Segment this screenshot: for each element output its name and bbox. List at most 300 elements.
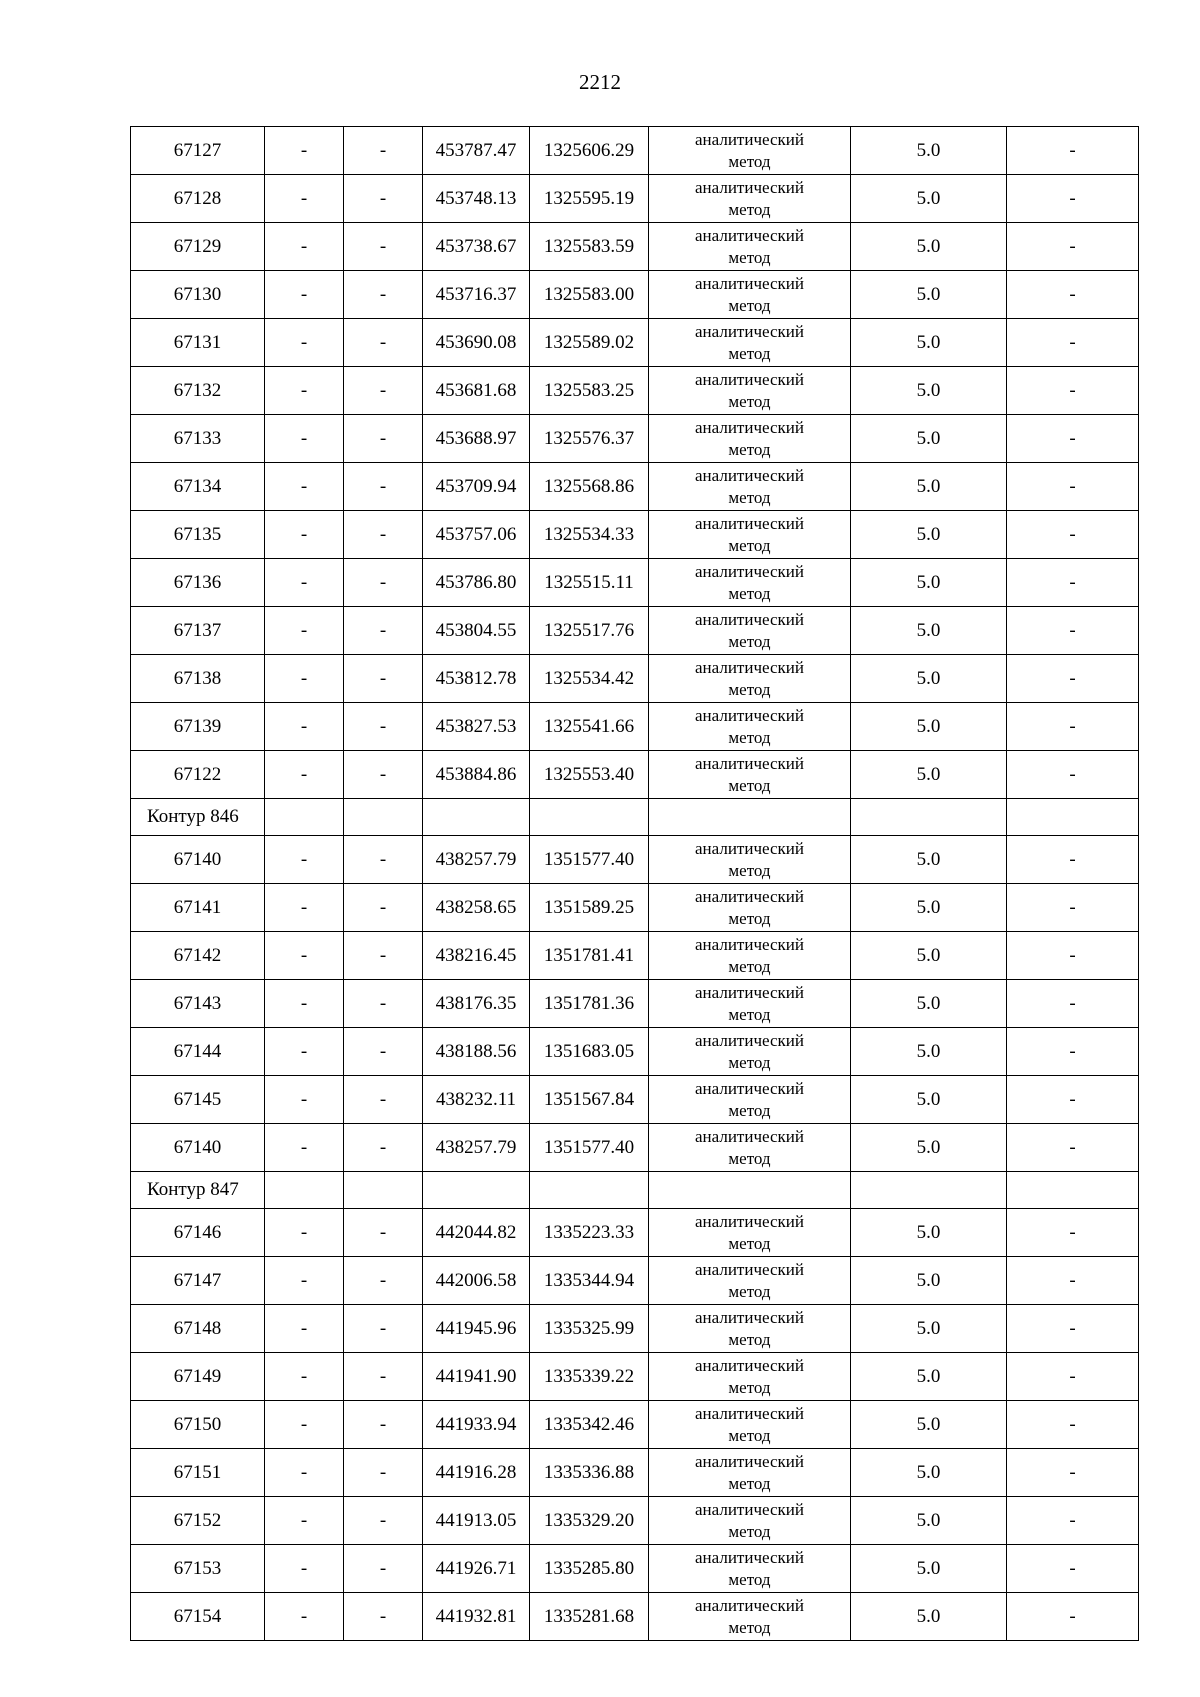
method-line-2: метод	[728, 727, 771, 747]
method-line-2: метод	[728, 775, 771, 795]
dash-cell: -	[265, 271, 344, 319]
accuracy-cell: 5.0	[851, 175, 1007, 223]
point-id-cell: 67132	[131, 367, 265, 415]
table-body	[131, 127, 1139, 1641]
dash-cell: -	[265, 1028, 344, 1076]
table-row	[131, 1449, 1139, 1497]
method-line-1: аналитический	[695, 1451, 804, 1471]
method-cell	[649, 1124, 851, 1172]
method-line-1: аналитический	[695, 465, 804, 485]
method-line-2: метод	[728, 956, 771, 976]
dash-cell: -	[265, 175, 344, 223]
dash-cell: -	[344, 319, 423, 367]
method-line-2: метод	[728, 1617, 771, 1637]
dash-cell: -	[265, 367, 344, 415]
method-cell	[649, 932, 851, 980]
y-coordinate-cell: 1325568.86	[530, 463, 649, 511]
point-id-cell: 67147	[131, 1257, 265, 1305]
y-coordinate-cell: 1335285.80	[530, 1545, 649, 1593]
y-coordinate-cell: 1325583.59	[530, 223, 649, 271]
table-row	[131, 1124, 1139, 1172]
y-coordinate-cell: 1351589.25	[530, 884, 649, 932]
accuracy-cell: 5.0	[851, 559, 1007, 607]
dash-cell: -	[1007, 1497, 1139, 1545]
dash-cell: -	[265, 1305, 344, 1353]
y-coordinate-cell: 1335281.68	[530, 1593, 649, 1641]
method-line-2: метод	[728, 1569, 771, 1589]
method-cell	[649, 511, 851, 559]
dash-cell: -	[344, 1545, 423, 1593]
y-coordinate-cell: 1325583.00	[530, 271, 649, 319]
method-line-1: аналитический	[695, 273, 804, 293]
x-coordinate-cell: 438232.11	[423, 1076, 530, 1124]
method-line-2: метод	[728, 860, 771, 880]
y-coordinate-cell: 1335223.33	[530, 1209, 649, 1257]
point-id-cell: 67130	[131, 271, 265, 319]
dash-cell: -	[1007, 1124, 1139, 1172]
x-coordinate-cell: 442044.82	[423, 1209, 530, 1257]
dash-cell: -	[344, 1401, 423, 1449]
dash-cell: -	[1007, 1401, 1139, 1449]
method-cell	[649, 223, 851, 271]
dash-cell: -	[344, 511, 423, 559]
dash-cell: -	[1007, 1305, 1139, 1353]
contour-header-row	[131, 799, 1139, 836]
table-row	[131, 836, 1139, 884]
method-line-1: аналитический	[695, 1355, 804, 1375]
point-id-cell: 67122	[131, 751, 265, 799]
x-coordinate-cell: 438216.45	[423, 932, 530, 980]
dash-cell: -	[265, 1401, 344, 1449]
method-line-1: аналитический	[695, 417, 804, 437]
dash-cell: -	[265, 980, 344, 1028]
dash-cell: -	[344, 932, 423, 980]
y-coordinate-cell: 1325534.33	[530, 511, 649, 559]
table-row	[131, 1353, 1139, 1401]
method-cell	[649, 1497, 851, 1545]
accuracy-cell: 5.0	[851, 836, 1007, 884]
dash-cell: -	[265, 1545, 344, 1593]
empty-cell	[344, 1172, 423, 1209]
method-line-2: метод	[728, 908, 771, 928]
dash-cell: -	[344, 607, 423, 655]
empty-cell	[1007, 1172, 1139, 1209]
dash-cell: -	[344, 271, 423, 319]
dash-cell: -	[344, 1124, 423, 1172]
method-line-1: аналитический	[695, 177, 804, 197]
x-coordinate-cell: 453786.80	[423, 559, 530, 607]
y-coordinate-cell: 1335342.46	[530, 1401, 649, 1449]
method-line-1: аналитический	[695, 129, 804, 149]
point-id-cell: 67135	[131, 511, 265, 559]
accuracy-cell: 5.0	[851, 1028, 1007, 1076]
method-line-1: аналитический	[695, 321, 804, 341]
method-cell	[649, 559, 851, 607]
dash-cell: -	[265, 1124, 344, 1172]
y-coordinate-cell: 1351781.36	[530, 980, 649, 1028]
table-row	[131, 271, 1139, 319]
accuracy-cell: 5.0	[851, 980, 1007, 1028]
method-line-2: метод	[728, 199, 771, 219]
y-coordinate-cell: 1325583.25	[530, 367, 649, 415]
y-coordinate-cell: 1351781.41	[530, 932, 649, 980]
method-line-2: метод	[728, 247, 771, 267]
dash-cell: -	[1007, 932, 1139, 980]
empty-cell	[423, 1172, 530, 1209]
x-coordinate-cell: 453804.55	[423, 607, 530, 655]
point-id-cell: 67133	[131, 415, 265, 463]
method-line-2: метод	[728, 1329, 771, 1349]
dash-cell: -	[1007, 367, 1139, 415]
method-line-2: метод	[728, 1148, 771, 1168]
point-id-cell: 67136	[131, 559, 265, 607]
accuracy-cell: 5.0	[851, 1497, 1007, 1545]
contour-header-row	[131, 1172, 1139, 1209]
point-id-cell: 67131	[131, 319, 265, 367]
y-coordinate-cell: 1325534.42	[530, 655, 649, 703]
table-row	[131, 932, 1139, 980]
dash-cell: -	[1007, 1257, 1139, 1305]
accuracy-cell: 5.0	[851, 1593, 1007, 1641]
method-line-1: аналитический	[695, 753, 804, 773]
table-row	[131, 1257, 1139, 1305]
x-coordinate-cell: 438176.35	[423, 980, 530, 1028]
empty-cell	[265, 799, 344, 836]
table-row	[131, 1305, 1139, 1353]
method-line-1: аналитический	[695, 1030, 804, 1050]
table-row	[131, 415, 1139, 463]
dash-cell: -	[265, 1353, 344, 1401]
point-id-cell: 67139	[131, 703, 265, 751]
table-row	[131, 980, 1139, 1028]
table-row	[131, 223, 1139, 271]
method-cell	[649, 1076, 851, 1124]
dash-cell: -	[1007, 463, 1139, 511]
point-id-cell: 67145	[131, 1076, 265, 1124]
method-cell	[649, 367, 851, 415]
table-row	[131, 751, 1139, 799]
x-coordinate-cell: 453748.13	[423, 175, 530, 223]
point-id-cell: 67142	[131, 932, 265, 980]
y-coordinate-cell: 1325541.66	[530, 703, 649, 751]
method-cell	[649, 127, 851, 175]
method-line-1: аналитический	[695, 1403, 804, 1423]
dash-cell: -	[1007, 1593, 1139, 1641]
dash-cell: -	[1007, 319, 1139, 367]
method-line-2: метод	[728, 631, 771, 651]
y-coordinate-cell: 1325515.11	[530, 559, 649, 607]
point-id-cell: 67127	[131, 127, 265, 175]
accuracy-cell: 5.0	[851, 127, 1007, 175]
method-line-1: аналитический	[695, 1547, 804, 1567]
page-number: 2212	[579, 70, 621, 94]
x-coordinate-cell: 438257.79	[423, 1124, 530, 1172]
method-line-2: метод	[728, 151, 771, 171]
dash-cell: -	[265, 559, 344, 607]
method-line-2: метод	[728, 1052, 771, 1072]
accuracy-cell: 5.0	[851, 1124, 1007, 1172]
dash-cell: -	[1007, 1449, 1139, 1497]
point-id-cell: 67140	[131, 836, 265, 884]
y-coordinate-cell: 1335339.22	[530, 1353, 649, 1401]
dash-cell: -	[344, 1353, 423, 1401]
method-cell	[649, 415, 851, 463]
x-coordinate-cell: 453787.47	[423, 127, 530, 175]
dash-cell: -	[265, 1209, 344, 1257]
x-coordinate-cell: 442006.58	[423, 1257, 530, 1305]
method-line-2: метод	[728, 439, 771, 459]
y-coordinate-cell: 1325589.02	[530, 319, 649, 367]
x-coordinate-cell: 453812.78	[423, 655, 530, 703]
point-id-cell: 67144	[131, 1028, 265, 1076]
table-row	[131, 319, 1139, 367]
x-coordinate-cell: 453757.06	[423, 511, 530, 559]
dash-cell: -	[1007, 751, 1139, 799]
x-coordinate-cell: 453716.37	[423, 271, 530, 319]
x-coordinate-cell: 441913.05	[423, 1497, 530, 1545]
dash-cell: -	[1007, 884, 1139, 932]
empty-cell	[344, 799, 423, 836]
method-line-2: метод	[728, 1233, 771, 1253]
method-cell	[649, 1257, 851, 1305]
method-cell	[649, 1209, 851, 1257]
accuracy-cell: 5.0	[851, 511, 1007, 559]
empty-cell	[423, 799, 530, 836]
dash-cell: -	[1007, 175, 1139, 223]
x-coordinate-cell: 441926.71	[423, 1545, 530, 1593]
dash-cell: -	[265, 607, 344, 655]
dash-cell: -	[344, 175, 423, 223]
dash-cell: -	[344, 223, 423, 271]
method-line-2: метод	[728, 679, 771, 699]
method-line-1: аналитический	[695, 609, 804, 629]
dash-cell: -	[1007, 271, 1139, 319]
dash-cell: -	[1007, 1028, 1139, 1076]
dash-cell: -	[344, 559, 423, 607]
y-coordinate-cell: 1335329.20	[530, 1497, 649, 1545]
accuracy-cell: 5.0	[851, 703, 1007, 751]
y-coordinate-cell: 1351567.84	[530, 1076, 649, 1124]
method-cell	[649, 703, 851, 751]
dash-cell: -	[344, 1449, 423, 1497]
method-line-1: аналитический	[695, 838, 804, 858]
method-cell	[649, 175, 851, 223]
point-id-cell: 67141	[131, 884, 265, 932]
dash-cell: -	[265, 1497, 344, 1545]
contour-label: Контур 846	[131, 799, 265, 836]
dash-cell: -	[344, 1593, 423, 1641]
y-coordinate-cell: 1325553.40	[530, 751, 649, 799]
y-coordinate-cell: 1325517.76	[530, 607, 649, 655]
method-line-1: аналитический	[695, 369, 804, 389]
method-cell	[649, 1593, 851, 1641]
table-row	[131, 884, 1139, 932]
point-id-cell: 67138	[131, 655, 265, 703]
accuracy-cell: 5.0	[851, 319, 1007, 367]
dash-cell: -	[1007, 655, 1139, 703]
method-cell	[649, 271, 851, 319]
dash-cell: -	[344, 980, 423, 1028]
dash-cell: -	[265, 223, 344, 271]
method-line-2: метод	[728, 583, 771, 603]
x-coordinate-cell: 441941.90	[423, 1353, 530, 1401]
method-line-2: метод	[728, 1425, 771, 1445]
point-id-cell: 67128	[131, 175, 265, 223]
empty-cell	[530, 1172, 649, 1209]
dash-cell: -	[344, 836, 423, 884]
point-id-cell: 67140	[131, 1124, 265, 1172]
dash-cell: -	[344, 1497, 423, 1545]
y-coordinate-cell: 1351683.05	[530, 1028, 649, 1076]
point-id-cell: 67149	[131, 1353, 265, 1401]
table-row	[131, 559, 1139, 607]
method-line-1: аналитический	[695, 934, 804, 954]
dash-cell: -	[265, 1257, 344, 1305]
accuracy-cell: 5.0	[851, 1257, 1007, 1305]
dash-cell: -	[265, 932, 344, 980]
dash-cell: -	[344, 1028, 423, 1076]
point-id-cell: 67143	[131, 980, 265, 1028]
table-row	[131, 607, 1139, 655]
empty-cell	[649, 1172, 851, 1209]
x-coordinate-cell: 453681.68	[423, 367, 530, 415]
table-row	[131, 367, 1139, 415]
accuracy-cell: 5.0	[851, 463, 1007, 511]
method-line-2: метод	[728, 1473, 771, 1493]
method-line-1: аналитический	[695, 1126, 804, 1146]
dash-cell: -	[1007, 127, 1139, 175]
accuracy-cell: 5.0	[851, 932, 1007, 980]
method-line-1: аналитический	[695, 561, 804, 581]
point-id-cell: 67129	[131, 223, 265, 271]
dash-cell: -	[265, 655, 344, 703]
method-line-1: аналитический	[695, 513, 804, 533]
method-line-2: метод	[728, 343, 771, 363]
x-coordinate-cell: 438257.79	[423, 836, 530, 884]
method-line-2: метод	[728, 1377, 771, 1397]
method-cell	[649, 751, 851, 799]
y-coordinate-cell: 1335336.88	[530, 1449, 649, 1497]
x-coordinate-cell: 453884.86	[423, 751, 530, 799]
empty-cell	[1007, 799, 1139, 836]
table-row	[131, 175, 1139, 223]
accuracy-cell: 5.0	[851, 1545, 1007, 1593]
dash-cell: -	[265, 463, 344, 511]
point-id-cell: 67152	[131, 1497, 265, 1545]
dash-cell: -	[1007, 607, 1139, 655]
point-id-cell: 67134	[131, 463, 265, 511]
empty-cell	[530, 799, 649, 836]
point-id-cell: 67148	[131, 1305, 265, 1353]
dash-cell: -	[1007, 1545, 1139, 1593]
dash-cell: -	[265, 415, 344, 463]
dash-cell: -	[344, 463, 423, 511]
method-line-2: метод	[728, 487, 771, 507]
dash-cell: -	[344, 884, 423, 932]
table-row	[131, 511, 1139, 559]
table-row	[131, 127, 1139, 175]
method-line-2: метод	[728, 1004, 771, 1024]
method-line-1: аналитический	[695, 1078, 804, 1098]
accuracy-cell: 5.0	[851, 271, 1007, 319]
table-row	[131, 655, 1139, 703]
dash-cell: -	[1007, 1209, 1139, 1257]
method-line-2: метод	[728, 295, 771, 315]
x-coordinate-cell: 453688.97	[423, 415, 530, 463]
table-row	[131, 1028, 1139, 1076]
method-line-2: метод	[728, 1281, 771, 1301]
method-line-2: метод	[728, 535, 771, 555]
method-line-1: аналитический	[695, 705, 804, 725]
dash-cell: -	[344, 1076, 423, 1124]
table-row	[131, 1593, 1139, 1641]
y-coordinate-cell: 1325595.19	[530, 175, 649, 223]
accuracy-cell: 5.0	[851, 1305, 1007, 1353]
y-coordinate-cell: 1335325.99	[530, 1305, 649, 1353]
coordinates-table	[130, 126, 1139, 1641]
method-line-1: аналитический	[695, 1595, 804, 1615]
point-id-cell: 67146	[131, 1209, 265, 1257]
y-coordinate-cell: 1325576.37	[530, 415, 649, 463]
table-row	[131, 1545, 1139, 1593]
method-line-1: аналитический	[695, 982, 804, 1002]
dash-cell: -	[344, 655, 423, 703]
dash-cell: -	[344, 751, 423, 799]
method-line-2: метод	[728, 1100, 771, 1120]
table-row	[131, 1401, 1139, 1449]
contour-label: Контур 847	[131, 1172, 265, 1209]
dash-cell: -	[265, 703, 344, 751]
accuracy-cell: 5.0	[851, 655, 1007, 703]
method-line-2: метод	[728, 1521, 771, 1541]
dash-cell: -	[344, 415, 423, 463]
accuracy-cell: 5.0	[851, 1076, 1007, 1124]
dash-cell: -	[344, 367, 423, 415]
accuracy-cell: 5.0	[851, 1401, 1007, 1449]
dash-cell: -	[344, 1257, 423, 1305]
method-line-1: аналитический	[695, 657, 804, 677]
y-coordinate-cell: 1351577.40	[530, 1124, 649, 1172]
empty-cell	[649, 799, 851, 836]
dash-cell: -	[265, 511, 344, 559]
accuracy-cell: 5.0	[851, 223, 1007, 271]
y-coordinate-cell: 1335344.94	[530, 1257, 649, 1305]
method-line-1: аналитический	[695, 1499, 804, 1519]
point-id-cell: 67154	[131, 1593, 265, 1641]
x-coordinate-cell: 438188.56	[423, 1028, 530, 1076]
dash-cell: -	[1007, 836, 1139, 884]
dash-cell: -	[1007, 559, 1139, 607]
dash-cell: -	[265, 751, 344, 799]
x-coordinate-cell: 441945.96	[423, 1305, 530, 1353]
table-row	[131, 1076, 1139, 1124]
method-line-1: аналитический	[695, 1307, 804, 1327]
accuracy-cell: 5.0	[851, 751, 1007, 799]
method-cell	[649, 655, 851, 703]
x-coordinate-cell: 453827.53	[423, 703, 530, 751]
dash-cell: -	[265, 319, 344, 367]
dash-cell: -	[265, 1449, 344, 1497]
dash-cell: -	[344, 703, 423, 751]
dash-cell: -	[1007, 703, 1139, 751]
dash-cell: -	[1007, 511, 1139, 559]
method-cell	[649, 319, 851, 367]
dash-cell: -	[265, 884, 344, 932]
method-cell	[649, 1545, 851, 1593]
x-coordinate-cell: 441932.81	[423, 1593, 530, 1641]
dash-cell: -	[344, 1209, 423, 1257]
accuracy-cell: 5.0	[851, 1449, 1007, 1497]
